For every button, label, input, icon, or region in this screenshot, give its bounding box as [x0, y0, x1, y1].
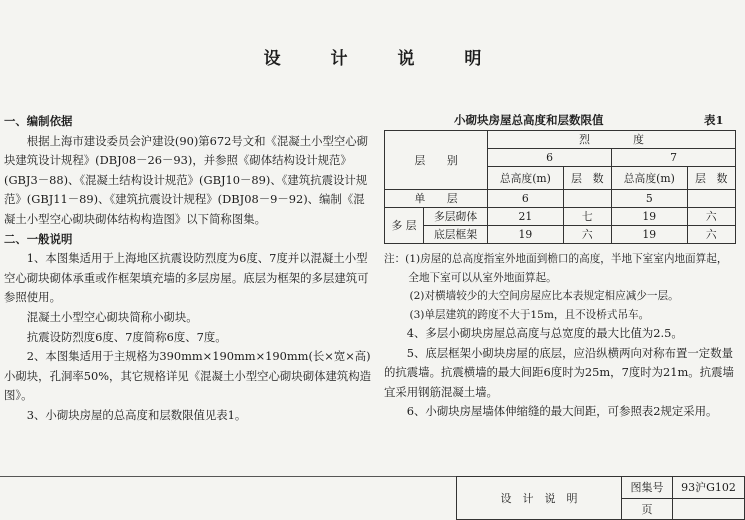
page-number — [673, 498, 745, 520]
header-category: 层 别 — [385, 131, 488, 190]
header-degree-6: 6 — [488, 149, 612, 167]
section-2-heading: 二、一般说明 — [4, 231, 73, 246]
item-6: 6、小砌块房屋墙体伸缩缝的最大间距，可参照表2规定采用。 — [406, 404, 718, 419]
frame-divider — [0, 476, 456, 477]
item-3: 3、小砌块房屋的总高度和层数限值见表1。 — [26, 407, 247, 422]
header-intensity: 烈 度 — [488, 131, 736, 149]
item-1-seismic: 抗震设防烈度6度、7度简称6度、7度。 — [26, 329, 227, 344]
cell: 6 — [488, 190, 564, 208]
row-multi-masonry-label: 多层砌体 — [424, 208, 488, 226]
cell: 19 — [488, 226, 564, 244]
cell — [563, 190, 611, 208]
cell: 七 — [563, 208, 611, 226]
col-height-7: 总高度(m) — [612, 167, 688, 190]
item-4: 4、多层小砌块房屋总高度与总宽度的最大比值为2.5。 — [406, 326, 683, 340]
right-column — [384, 250, 736, 422]
table-number: 表1 — [704, 113, 724, 127]
cell: 19 — [612, 208, 688, 226]
page-label: 页 — [622, 498, 673, 520]
table-row — [385, 226, 736, 244]
col-floors-6: 层 数 — [563, 167, 611, 190]
left-column — [4, 112, 374, 426]
table-row — [457, 477, 745, 499]
limit-table — [384, 130, 736, 244]
table-row — [385, 190, 736, 208]
item-5: 5、底层框架小砌块房屋的底层，应沿纵横两向对称布置一定数量的抗震墙。抗震横墙的最大间距6度时为25m，7度时为21m。抗震墙宜采用钢筋混凝土墙。 — [384, 345, 734, 399]
section-1-body: 根据上海市建设委员会沪建设(90)第672号文和《混凝土小型空心砌块建筑设计规程》(DBJ08－26－93)，并参照《砌体结构设计规范》(GBJ3－88)、《混凝土结构设计规范》(GBJ10－89)、《建筑抗震设计规范》(GBJ11－89)、《建筑抗震设计规程》(DBJ08－9－92)、编制《混凝土小型空心砌块砌体结构构造图》以下简称图集。 — [4, 133, 369, 226]
section-1-heading: 一、编制依据 — [4, 114, 73, 128]
col-floors-7: 层 数 — [687, 167, 735, 190]
cell — [687, 190, 735, 208]
drawing-name: 设 计 说 明 — [457, 477, 622, 520]
atlas-label: 图集号 — [622, 477, 673, 499]
page-title: 设 计 说 明 — [263, 49, 504, 69]
cell: 六 — [563, 226, 611, 244]
cell: 19 — [612, 226, 688, 244]
table-row — [385, 131, 736, 149]
note-2: (2)对横墙较少的大空间房屋应比本表规定相应减少一层。 — [409, 290, 679, 302]
note-3: (3)单层建筑的跨度不大于15m，且不设桥式吊车。 — [409, 308, 650, 321]
atlas-number: 93沪G102 — [673, 477, 745, 499]
item-1-alias: 混凝土小型空心砌块简称小砌块。 — [26, 309, 198, 324]
cell: 5 — [612, 190, 688, 208]
item-2: 2、本图集适用于主规格为390mm×190mm×190mm(长×宽×高)小砌块，孔洞率50%，其它规格详见《混凝土小型空心砌块砌体建筑构造图》。 — [4, 349, 372, 403]
col-height-6: 总高度(m) — [488, 167, 564, 190]
table-row — [385, 208, 736, 226]
item-1: 1、本图集适用于上海地区抗震设防烈度为6度、7度并以混凝土小型空心砌块砌体承重或作框架填充墙的多层房屋。底层为框架的多层建筑可参照使用。 — [4, 251, 369, 305]
row-multi-label: 多 层 — [385, 208, 424, 244]
row-single-label: 单 层 — [385, 190, 488, 208]
header-degree-7: 7 — [612, 149, 736, 167]
note-1: 注：(1)房屋的总高度指室外地面到檐口的高度，半地下室室内地面算起，全地下室可以从室外地面算起。 — [384, 253, 728, 284]
row-multi-frame-label: 底层框架 — [424, 226, 488, 244]
table-title: 小砌块房屋总高度和层数限值 — [454, 113, 604, 127]
cell: 六 — [687, 208, 735, 226]
title-block — [456, 476, 745, 520]
cell: 21 — [488, 208, 564, 226]
cell: 六 — [687, 226, 735, 244]
